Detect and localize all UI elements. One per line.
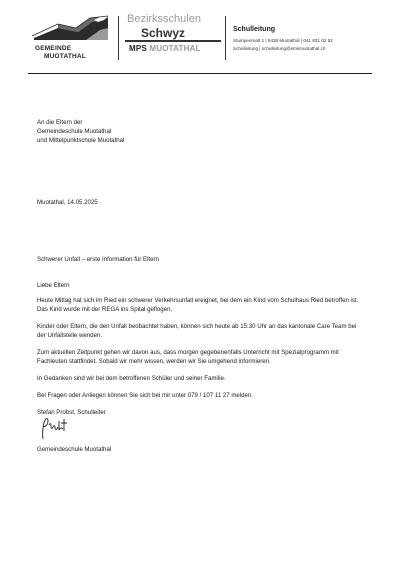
recipient-line: Gemeindeschule Muotathal [37,128,112,135]
logo-text-gemeinde: GEMEINDE [35,45,72,52]
letter-subject: Schwerer Unfall – erste Information für Eltern [37,256,159,263]
sender-name: Stefan Probst, Schulleiter [37,409,106,416]
header-divider [225,16,226,60]
letter-paragraph: Zum aktuellen Zeitpunkt gehen wir davon aus, dass morgen gegebenenfalls Unterricht mit Spezialprogramm mit Fachleuten stattfindet. Sobald wir mehr wissen, werden wir Sie umgehend informieren. [37,349,339,365]
letter-paragraph: In Gedanken sind wir bei dem betroffenen Schüler und seiner Familie. [37,375,226,382]
letter-greeting: Liebe Eltern [37,282,70,289]
recipient-address [37,118,363,145]
logo-text-mps-place: MUOTATHAL [149,44,201,53]
logo-text-schwyz: Schwyz [141,26,186,40]
letter-paragraph: Heute Mittag hat sich im Ried ein schwerer Verkehrsunfall ereignet, bei dem ein Kind vom Schulhaus Ried betroffen ist. Das Kind wurde mit der REGA ins Spital geflogen. [37,297,359,313]
recipient-line: und Mittelpunktschule Muotathal [37,137,125,144]
logo-text-mps [129,45,201,53]
recipient-line: An die Eltern der [37,119,83,126]
header-rule [28,73,372,74]
header-divider [118,16,119,60]
handwritten-signature [37,417,77,441]
bezirksschulen-logo [125,14,225,64]
logo-underline [125,40,221,42]
sender-organization: Gemeindeschule Muotathal [37,446,112,453]
logo-text-mps-label: MPS [129,44,147,53]
school-email: Schulleitung | schulleitung@smsmuotathal.ch [233,45,326,51]
gemeinde-muotathal-logo [28,14,108,64]
school-title: Schulleitung [233,26,275,33]
letter-date: Muotathal, 14.05.2025 [37,199,98,206]
mountain-logo-icon [28,14,108,46]
school-address: Stumpenmatt 1 | 6436 Muotathal | 041 831 02 52 [233,38,333,43]
logo-text-bezirksschulen: Bezirksschulen [127,13,201,25]
letter-paragraph: Bei Fragen oder Anliegen können Sie sich bei mir unter 079 / 107 11 27 melden. [37,392,254,399]
logo-text-muotathal: MUOTATHAL [44,53,86,60]
letter-paragraph: Kinder oder Eltern, die den Unfall beobachtet haben, können sich heute ab 15:30 Uhr an das kantonale Care Team bei der Unfallstelle wenden. [37,323,357,339]
school-contact-block [233,26,393,54]
